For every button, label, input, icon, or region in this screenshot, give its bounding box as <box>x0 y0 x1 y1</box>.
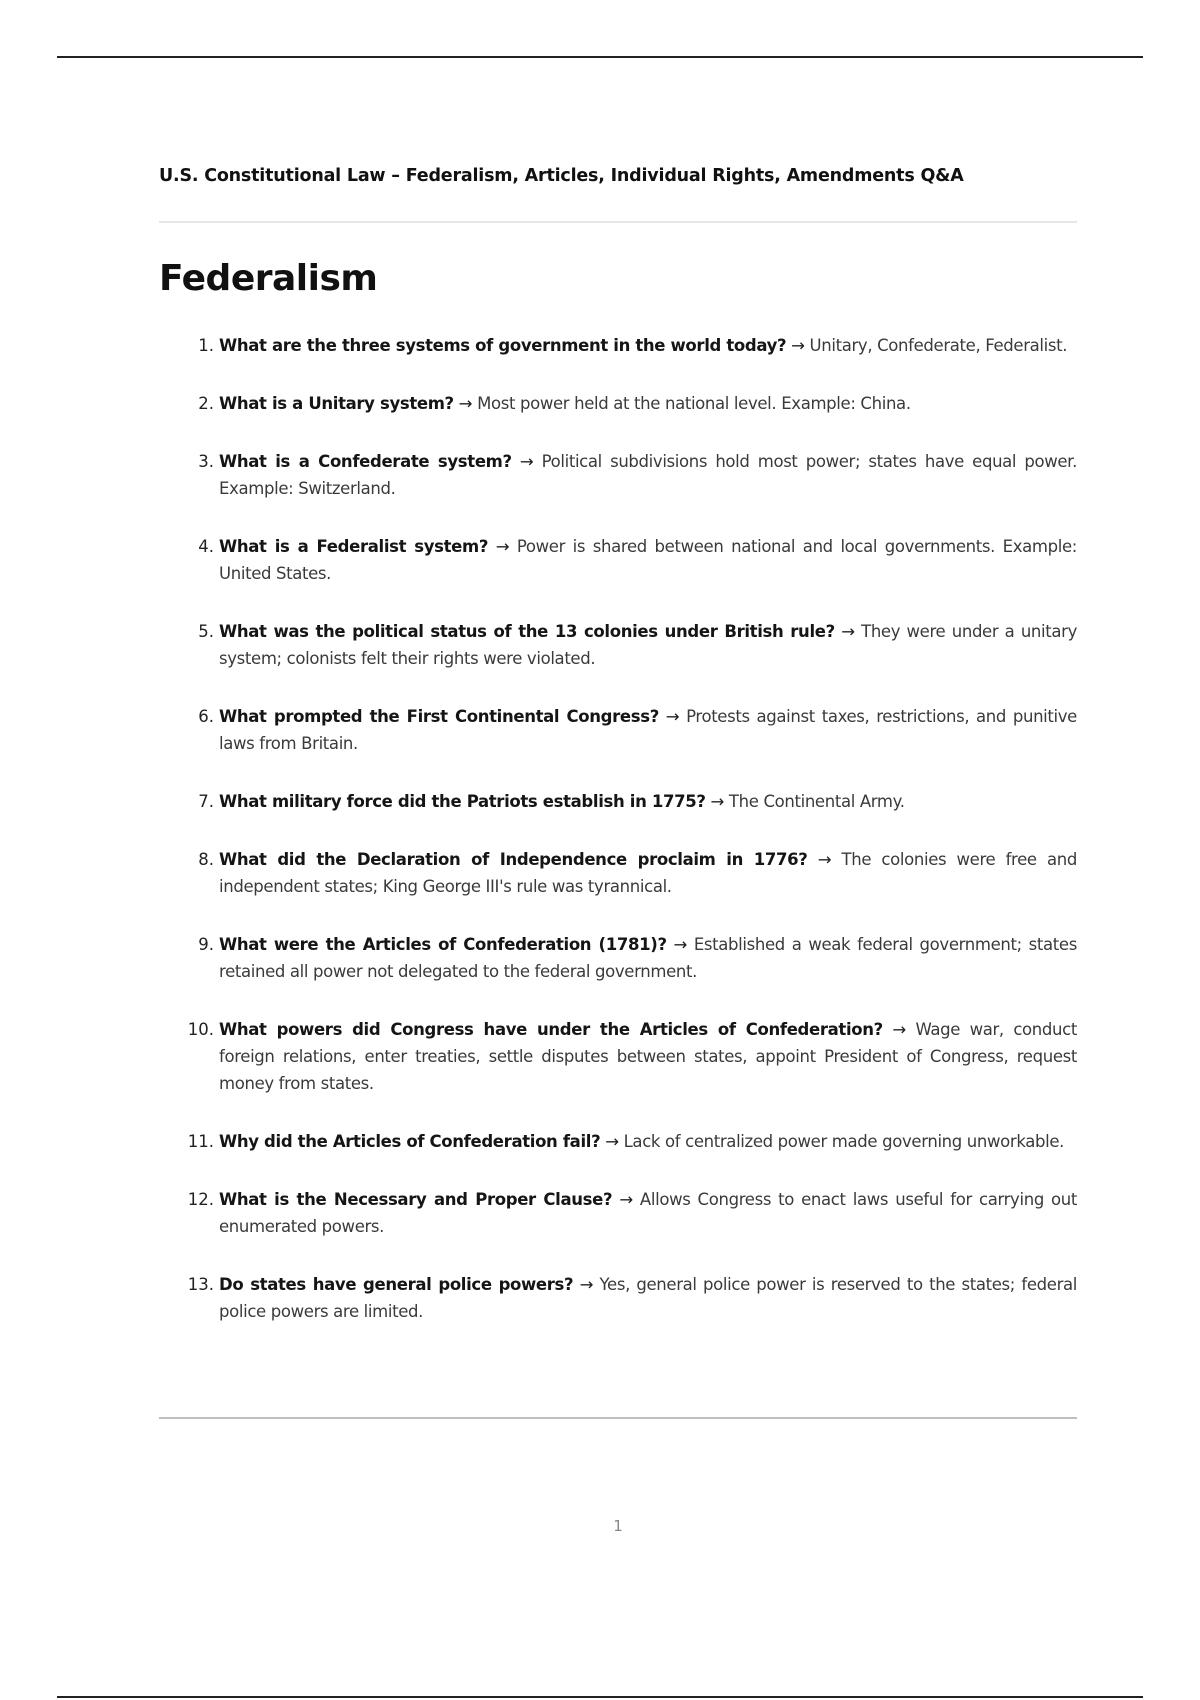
page-bottom-border <box>57 1696 1143 1698</box>
title-divider <box>159 221 1077 223</box>
qa-question: What is the Necessary and Proper Clause? <box>219 1190 613 1209</box>
qa-number: 5. <box>198 622 214 641</box>
qa-question: What military force did the Patriots establish in 1775? <box>219 792 706 811</box>
section-heading: Federalism <box>159 258 378 299</box>
qa-item <box>159 1271 1077 1325</box>
qa-number: 1. <box>198 336 214 355</box>
qa-answer: Allows Congress to enact laws useful for carrying out enumerated powers. <box>219 1190 1078 1236</box>
arrow-icon: → <box>579 1275 594 1294</box>
arrow-icon: → <box>519 452 534 471</box>
qa-answer: Most power held at the national level. Example: China. <box>477 394 911 413</box>
qa-question: What prompted the First Continental Congress? <box>219 707 659 726</box>
arrow-icon: → <box>817 850 832 869</box>
qa-item <box>159 533 1077 587</box>
section-end-divider <box>159 1417 1077 1419</box>
qa-question: Do states have general police powers? <box>219 1275 574 1294</box>
qa-question: What did the Declaration of Independence proclaim in 1776? <box>219 850 808 869</box>
qa-number: 7. <box>198 792 214 811</box>
page-top-border <box>57 56 1143 58</box>
qa-number: 6. <box>198 707 214 726</box>
qa-number: 9. <box>198 935 214 954</box>
qa-item <box>159 448 1077 502</box>
qa-answer: Unitary, Confederate, Federalist. <box>809 336 1068 355</box>
qa-item <box>159 1186 1077 1240</box>
arrow-icon: → <box>605 1132 619 1151</box>
arrow-icon: → <box>665 707 680 726</box>
qa-question: What are the three systems of government in the world today? <box>219 336 787 355</box>
qa-number: 8. <box>198 850 214 869</box>
qa-question: What is a Confederate system? <box>219 452 512 471</box>
qa-answer: Wage war, conduct foreign relations, enter treaties, settle disputes between states, appoint President of Congress, request money from states. <box>219 1020 1077 1093</box>
qa-item <box>159 1016 1077 1097</box>
qa-question: What is a Federalist system? <box>219 537 489 556</box>
qa-number: 10. <box>187 1020 214 1039</box>
qa-item <box>159 1128 1077 1155</box>
qa-number: 3. <box>198 452 214 471</box>
arrow-icon: → <box>673 935 687 954</box>
arrow-icon: → <box>619 1190 633 1209</box>
qa-answer: Protests against taxes, restrictions, and punitive laws from Britain. <box>219 707 1077 753</box>
arrow-icon: → <box>495 537 510 556</box>
qa-answer: Lack of centralized power made governing unworkable. <box>623 1132 1065 1151</box>
page-number: 1 <box>613 1517 623 1535</box>
qa-item <box>159 390 1077 417</box>
qa-answer: The Continental Army. <box>728 792 905 811</box>
qa-number: 4. <box>198 537 214 556</box>
qa-number: 13. <box>187 1275 214 1294</box>
qa-question: What were the Articles of Confederation (1781)? <box>219 935 667 954</box>
qa-number: 11. <box>187 1132 214 1151</box>
qa-item <box>159 618 1077 672</box>
arrow-icon: → <box>710 792 724 811</box>
qa-answer: Power is shared between national and local governments. Example: United States. <box>219 537 1077 583</box>
qa-question: What was the political status of the 13 colonies under British rule? <box>219 622 835 641</box>
qa-answer: Established a weak federal government; states retained all power not delegated to the federal government. <box>219 935 1077 981</box>
qa-item <box>159 703 1077 757</box>
qa-question: What is a Unitary system? <box>219 394 454 413</box>
qa-answer: They were under a unitary system; colonists felt their rights were violated. <box>219 622 1077 668</box>
qa-answer: Political subdivisions hold most power; states have equal power. Example: Switzerland. <box>219 452 1077 498</box>
qa-number: 2. <box>198 394 214 413</box>
arrow-icon: → <box>791 336 805 355</box>
qa-question: Why did the Articles of Confederation fail? <box>219 1132 601 1151</box>
arrow-icon: → <box>892 1020 906 1039</box>
qa-list <box>159 332 1077 1356</box>
qa-item <box>159 846 1077 900</box>
document-title: U.S. Constitutional Law – Federalism, Articles, Individual Rights, Amendments Q&A <box>159 166 964 186</box>
arrow-icon: → <box>458 394 473 413</box>
arrow-icon: → <box>841 622 855 641</box>
qa-question: What powers did Congress have under the Articles of Confederation? <box>219 1020 883 1039</box>
qa-answer: Yes, general police power is reserved to the states; federal police powers are limited. <box>219 1275 1077 1321</box>
qa-answer: The colonies were free and independent states; King George III's rule was tyrannical. <box>219 850 1077 896</box>
qa-item <box>159 332 1077 359</box>
qa-item <box>159 788 1077 815</box>
qa-number: 12. <box>187 1190 214 1209</box>
qa-item <box>159 931 1077 985</box>
